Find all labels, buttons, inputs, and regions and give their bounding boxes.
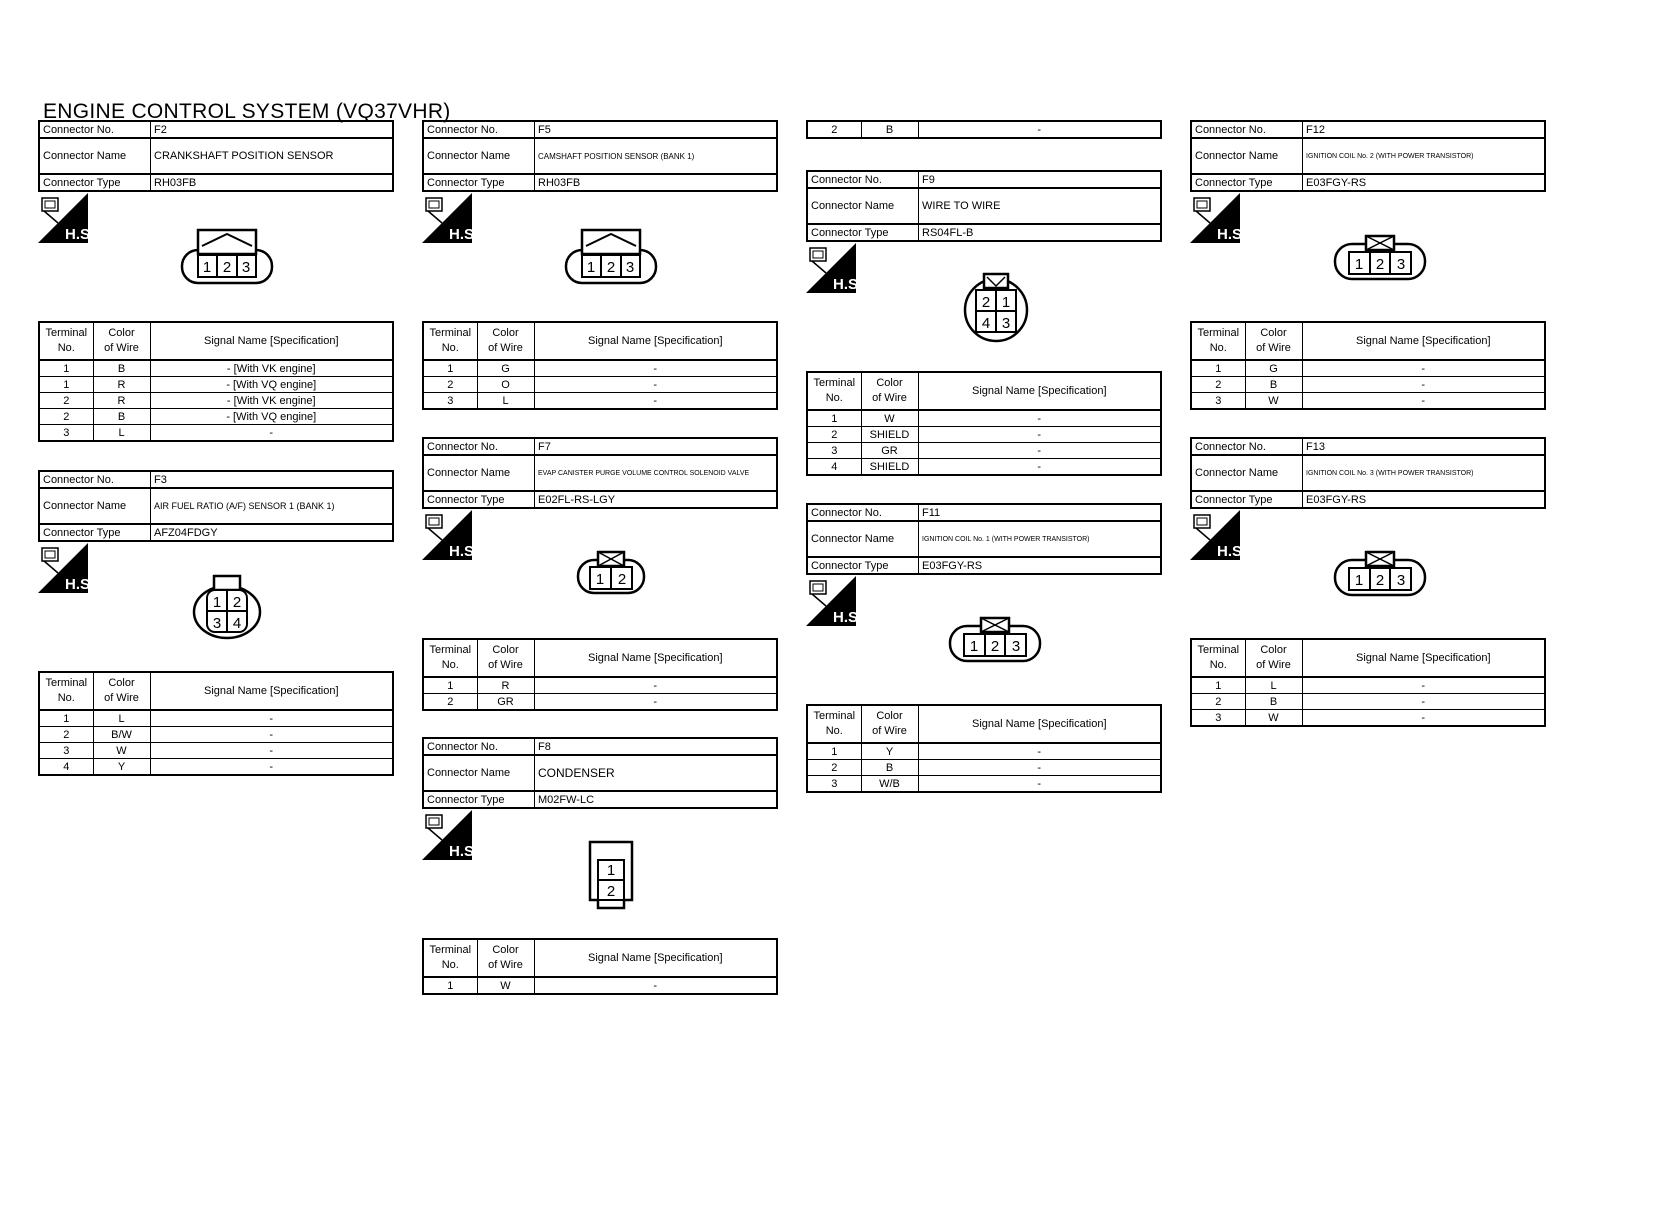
label-connector-no: Connector No. [423, 121, 535, 138]
wire-color: B/W [93, 727, 150, 743]
connector-number: F3 [151, 471, 394, 488]
signal-name: - [918, 760, 1161, 776]
col-signal: Signal Name [Specification] [150, 322, 393, 360]
col-terminal: Terminal No. [423, 939, 477, 977]
connector-type: M02FW-LC [535, 791, 778, 808]
table-row [39, 393, 393, 409]
pin-label: H.S. [449, 543, 479, 560]
wire-color: B [1245, 694, 1302, 710]
terminal-number: 3 [807, 776, 861, 793]
label-connector-type: Connector Type [1191, 491, 1303, 508]
terminal-number: 2 [423, 694, 477, 711]
harness-side-icon [422, 810, 479, 860]
wire-color: B [861, 121, 918, 138]
pin-label: 4 [232, 615, 242, 632]
label-connector-type: Connector Type [39, 524, 151, 541]
wire-color: W/B [861, 776, 918, 793]
signal-name: - [534, 694, 777, 711]
terminal-number: 1 [807, 410, 861, 427]
connector-f2-pin-table [38, 321, 394, 442]
col-signal: Signal Name [Specification] [150, 672, 393, 710]
table-row [807, 443, 1161, 459]
label-connector-name: Connector Name [39, 138, 151, 174]
table-row [1191, 710, 1545, 727]
pin-label: H.S. [65, 226, 95, 243]
connector-type: RH03FB [151, 174, 394, 191]
col-signal: Signal Name [Specification] [534, 639, 777, 677]
signal-name: - [With VQ engine] [150, 377, 393, 393]
terminal-number: 1 [423, 677, 477, 694]
signal-name: - [1302, 710, 1545, 727]
pin-label: 1 [1354, 572, 1364, 589]
pin-label: 3 [1001, 315, 1011, 332]
signal-name: - [With VQ engine] [150, 409, 393, 425]
wire-color: L [477, 393, 534, 410]
wire-color: G [1245, 360, 1302, 377]
pin-label: 1 [969, 638, 979, 655]
col-color: Color of Wire [477, 639, 534, 677]
connector-f13-face [1333, 550, 1427, 603]
wire-color: Y [861, 743, 918, 760]
wire-color: SHIELD [861, 459, 918, 476]
connector-f2-info [38, 120, 394, 192]
pin-label: 2 [606, 259, 616, 276]
table-row [39, 377, 393, 393]
pin-label: H.S. [449, 843, 479, 860]
connector-type: AFZ04FDGY [151, 524, 394, 541]
col-terminal: Terminal No. [423, 322, 477, 360]
terminal-number: 1 [39, 377, 93, 393]
connector-f8-face [586, 840, 636, 915]
table-row [1191, 677, 1545, 694]
label-connector-type: Connector Type [807, 557, 919, 574]
label-connector-type: Connector Type [807, 224, 919, 241]
terminal-number: 3 [39, 743, 93, 759]
wire-color: B [93, 409, 150, 425]
label-connector-type: Connector Type [1191, 174, 1303, 191]
wire-color: G [477, 360, 534, 377]
connector-f11-info [806, 503, 1162, 575]
wire-color: B [861, 760, 918, 776]
connector-number: F5 [535, 121, 778, 138]
signal-name: - [1302, 393, 1545, 410]
connector-number: F9 [919, 171, 1162, 188]
harness-side-icon [1190, 193, 1247, 243]
connector-f5-info [422, 120, 778, 192]
signal-name: - [918, 410, 1161, 427]
pin-label: 2 [617, 571, 627, 588]
col-color: Color of Wire [861, 372, 918, 410]
table-row [39, 710, 393, 727]
signal-name: - [534, 977, 777, 994]
signal-name: - [With VK engine] [150, 393, 393, 409]
table-row [39, 425, 393, 442]
connector-f11-face [948, 616, 1042, 669]
col-color: Color of Wire [1245, 322, 1302, 360]
connector-number: F12 [1303, 121, 1546, 138]
connector-f12-info [1190, 120, 1546, 192]
connector-type: E03FGY-RS [1303, 491, 1546, 508]
table-row [807, 121, 1161, 138]
connector-number: F2 [151, 121, 394, 138]
table-row [1191, 694, 1545, 710]
signal-name: - [1302, 694, 1545, 710]
connector-name: AIR FUEL RATIO (A/F) SENSOR 1 (BANK 1) [151, 488, 394, 524]
pin-label: 1 [606, 862, 616, 879]
terminal-number: 2 [39, 409, 93, 425]
connector-f5-face [564, 228, 658, 291]
connector-name: CRANKSHAFT POSITION SENSOR [151, 138, 394, 174]
pin-label: H.S. [833, 276, 863, 293]
terminal-number: 2 [39, 727, 93, 743]
table-row [423, 694, 777, 711]
continued-row-table [806, 120, 1162, 139]
terminal-number: 1 [423, 360, 477, 377]
harness-side-icon [806, 576, 863, 626]
wire-color: W [861, 410, 918, 427]
wire-color: W [1245, 710, 1302, 727]
harness-side-icon [38, 543, 95, 593]
signal-name: - [150, 759, 393, 776]
label-connector-name: Connector Name [423, 455, 535, 491]
table-row [1191, 393, 1545, 410]
col-terminal: Terminal No. [423, 639, 477, 677]
pin-label: H.S. [833, 609, 863, 626]
connector-number: F13 [1303, 438, 1546, 455]
connector-type: E03FGY-RS [919, 557, 1162, 574]
label-connector-type: Connector Type [423, 791, 535, 808]
table-row [423, 360, 777, 377]
signal-name: - [534, 360, 777, 377]
signal-name: - [918, 121, 1161, 138]
signal-name: - [534, 377, 777, 393]
terminal-number: 4 [807, 459, 861, 476]
wire-color: W [93, 743, 150, 759]
harness-side-icon [806, 243, 863, 293]
wire-color: Y [93, 759, 150, 776]
connector-name: EVAP CANISTER PURGE VOLUME CONTROL SOLENOID VALVE [535, 455, 778, 491]
connector-f12-pin-table [1190, 321, 1546, 410]
connector-f8-pin-table [422, 938, 778, 995]
pin-label: 1 [202, 259, 212, 276]
pin-label: 2 [606, 883, 616, 900]
connector-f7-face [576, 550, 646, 601]
pin-label: 2 [981, 294, 991, 311]
wire-color: L [93, 425, 150, 442]
connector-name: WIRE TO WIRE [919, 188, 1162, 224]
col-signal: Signal Name [Specification] [918, 372, 1161, 410]
harness-side-icon [38, 193, 95, 243]
wire-color: L [93, 710, 150, 727]
connector-f8-info [422, 737, 778, 809]
signal-name: - [1302, 677, 1545, 694]
pin-label: 2 [1375, 256, 1385, 273]
pin-label: 1 [1001, 294, 1011, 311]
wire-color: B [93, 360, 150, 377]
terminal-number: 3 [39, 425, 93, 442]
signal-name: - [150, 727, 393, 743]
table-row [39, 409, 393, 425]
wire-color: W [477, 977, 534, 994]
terminal-number: 3 [1191, 710, 1245, 727]
terminal-number: 2 [1191, 377, 1245, 393]
table-row [423, 377, 777, 393]
wire-color: W [1245, 393, 1302, 410]
table-row [807, 427, 1161, 443]
col-color: Color of Wire [93, 322, 150, 360]
connector-f5-pin-table [422, 321, 778, 410]
label-connector-name: Connector Name [423, 138, 535, 174]
label-connector-no: Connector No. [423, 738, 535, 755]
pin-label: 3 [1011, 638, 1021, 655]
wire-color: B [1245, 377, 1302, 393]
signal-name: - [150, 425, 393, 442]
label-connector-type: Connector Type [423, 491, 535, 508]
signal-name: - [534, 393, 777, 410]
label-connector-name: Connector Name [39, 488, 151, 524]
table-row [39, 759, 393, 776]
pin-label: 3 [1396, 256, 1406, 273]
pin-label: 3 [212, 615, 222, 632]
label-connector-no: Connector No. [39, 471, 151, 488]
label-connector-no: Connector No. [807, 171, 919, 188]
terminal-number: 1 [1191, 677, 1245, 694]
col-signal: Signal Name [Specification] [1302, 322, 1545, 360]
col-color: Color of Wire [1245, 639, 1302, 677]
pin-label: 2 [1375, 572, 1385, 589]
col-signal: Signal Name [Specification] [534, 322, 777, 360]
connector-number: F7 [535, 438, 778, 455]
pin-label: 1 [586, 259, 596, 276]
signal-name: - [1302, 360, 1545, 377]
connector-type: RS04FL-B [919, 224, 1162, 241]
terminal-number: 2 [1191, 694, 1245, 710]
label-connector-no: Connector No. [1191, 438, 1303, 455]
col-terminal: Terminal No. [807, 372, 861, 410]
wire-color: O [477, 377, 534, 393]
label-connector-no: Connector No. [1191, 121, 1303, 138]
pin-label: 2 [232, 594, 242, 611]
label-connector-name: Connector Name [423, 755, 535, 791]
pin-label: H.S. [65, 576, 95, 593]
wire-color: R [93, 377, 150, 393]
pin-label: 4 [981, 315, 991, 332]
table-row [1191, 360, 1545, 377]
table-row [807, 760, 1161, 776]
signal-name: - [918, 459, 1161, 476]
col-terminal: Terminal No. [39, 322, 93, 360]
label-connector-name: Connector Name [807, 188, 919, 224]
terminal-number: 1 [39, 360, 93, 377]
label-connector-name: Connector Name [1191, 138, 1303, 174]
label-connector-no: Connector No. [39, 121, 151, 138]
table-row [807, 459, 1161, 476]
terminal-number: 2 [807, 121, 861, 138]
label-connector-no: Connector No. [423, 438, 535, 455]
signal-name: - [150, 743, 393, 759]
pin-label: H.S. [1217, 543, 1247, 560]
connector-name: CAMSHAFT POSITION SENSOR (BANK 1) [535, 138, 778, 174]
signal-name: - [918, 427, 1161, 443]
terminal-number: 2 [807, 760, 861, 776]
connector-f3-pin-table [38, 671, 394, 776]
wire-color: R [93, 393, 150, 409]
col-color: Color of Wire [477, 939, 534, 977]
signal-name: - [150, 710, 393, 727]
terminal-number: 2 [39, 393, 93, 409]
col-signal: Signal Name [Specification] [534, 939, 777, 977]
col-terminal: Terminal No. [807, 705, 861, 743]
terminal-number: 3 [1191, 393, 1245, 410]
pin-label: H.S. [1217, 226, 1247, 243]
col-color: Color of Wire [477, 322, 534, 360]
table-row [39, 743, 393, 759]
wire-color: GR [861, 443, 918, 459]
connector-f2-face [180, 228, 274, 291]
table-row [807, 743, 1161, 760]
connector-f12-face [1333, 234, 1427, 287]
connector-type: E03FGY-RS [1303, 174, 1546, 191]
connector-type: E02FL-RS-LGY [535, 491, 778, 508]
terminal-number: 1 [39, 710, 93, 727]
signal-name: - [1302, 377, 1545, 393]
terminal-number: 1 [1191, 360, 1245, 377]
terminal-number: 4 [39, 759, 93, 776]
pin-label: 1 [1354, 256, 1364, 273]
signal-name: - [918, 443, 1161, 459]
table-row [807, 776, 1161, 793]
connector-f3-info [38, 470, 394, 542]
table-row [423, 977, 777, 994]
pin-label: 2 [222, 259, 232, 276]
label-connector-type: Connector Type [39, 174, 151, 191]
signal-name: - [With VK engine] [150, 360, 393, 377]
pin-label: 1 [595, 571, 605, 588]
table-row [39, 360, 393, 377]
pin-label: 1 [212, 594, 222, 611]
wire-color: GR [477, 694, 534, 711]
table-row [1191, 377, 1545, 393]
connector-f9-pin-table [806, 371, 1162, 476]
connector-f9-info [806, 170, 1162, 242]
label-connector-name: Connector Name [807, 521, 919, 557]
connector-f11-pin-table [806, 704, 1162, 793]
terminal-number: 2 [807, 427, 861, 443]
col-signal: Signal Name [Specification] [918, 705, 1161, 743]
connector-name: IGNITION COIL No. 2 (WITH POWER TRANSISTOR) [1303, 138, 1546, 174]
connector-f7-info [422, 437, 778, 509]
col-signal: Signal Name [Specification] [1302, 639, 1545, 677]
connector-number: F11 [919, 504, 1162, 521]
connector-type: RH03FB [535, 174, 778, 191]
wire-color: L [1245, 677, 1302, 694]
col-terminal: Terminal No. [1191, 639, 1245, 677]
pin-label: 3 [625, 259, 635, 276]
terminal-number: 3 [807, 443, 861, 459]
connector-f13-pin-table [1190, 638, 1546, 727]
label-connector-name: Connector Name [1191, 455, 1303, 491]
page-title: ENGINE CONTROL SYSTEM (VQ37VHR) [43, 100, 451, 123]
pin-label: 3 [241, 259, 251, 276]
terminal-number: 1 [423, 977, 477, 994]
signal-name: - [918, 776, 1161, 793]
harness-side-icon [422, 193, 479, 243]
connector-f7-pin-table [422, 638, 778, 711]
label-connector-type: Connector Type [423, 174, 535, 191]
connector-name: IGNITION COIL No. 1 (WITH POWER TRANSISTOR) [919, 521, 1162, 557]
label-connector-no: Connector No. [807, 504, 919, 521]
harness-side-icon [1190, 510, 1247, 560]
table-row [39, 727, 393, 743]
connector-number: F8 [535, 738, 778, 755]
pin-label: H.S. [449, 226, 479, 243]
connector-f9-face [960, 272, 1032, 347]
col-terminal: Terminal No. [39, 672, 93, 710]
terminal-number: 2 [423, 377, 477, 393]
col-terminal: Terminal No. [1191, 322, 1245, 360]
col-color: Color of Wire [93, 672, 150, 710]
table-row [807, 410, 1161, 427]
col-color: Color of Wire [861, 705, 918, 743]
wire-color: R [477, 677, 534, 694]
connector-name: IGNITION COIL No. 3 (WITH POWER TRANSISTOR) [1303, 455, 1546, 491]
pin-label: 3 [1396, 572, 1406, 589]
signal-name: - [534, 677, 777, 694]
connector-f3-face [190, 574, 264, 645]
table-row [423, 677, 777, 694]
table-row [423, 393, 777, 410]
harness-side-icon [422, 510, 479, 560]
wire-color: SHIELD [861, 427, 918, 443]
terminal-number: 3 [423, 393, 477, 410]
connector-name: CONDENSER [535, 755, 778, 791]
pin-label: 2 [990, 638, 1000, 655]
connector-f13-info [1190, 437, 1546, 509]
signal-name: - [918, 743, 1161, 760]
terminal-number: 1 [807, 743, 861, 760]
